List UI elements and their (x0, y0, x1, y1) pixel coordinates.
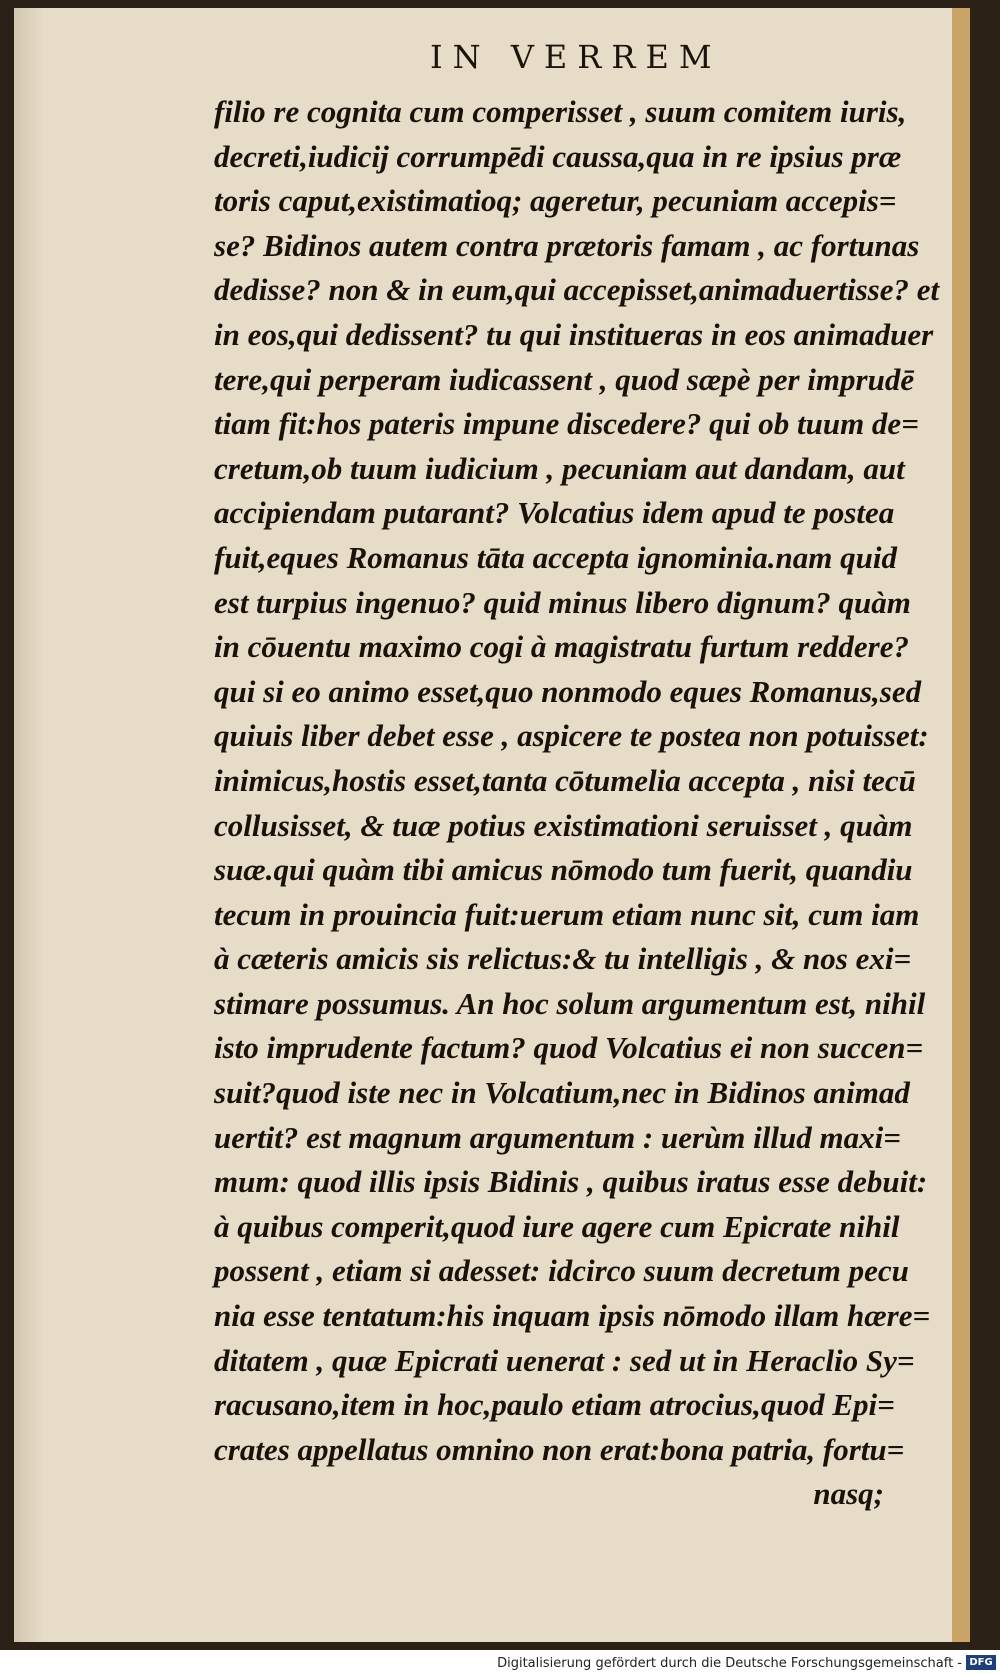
text-line: mum: quod illis ipsis Bidinis , quibus iratus esse debuit: (214, 1164, 928, 1200)
text-line: in cōuentu maximo cogi à magistratu furtum reddere? (214, 629, 909, 665)
running-head: IN VERREM (430, 38, 722, 76)
text-line: toris caput,existimatioq; ageretur, pecuniam accepis= (214, 183, 897, 219)
text-line: suit?quod iste nec in Volcatium,nec in Bidinos animad (214, 1075, 910, 1111)
text-line: suæ.qui quàm tibi amicus nōmodo tum fuerit, quandiu (214, 852, 913, 888)
text-line: inimicus,hostis esset,tanta cōtumelia accepta , nisi tecū (214, 762, 916, 798)
body-text (214, 90, 944, 1517)
text-line: uertit? est magnum argumentum : uerùm illud maxi= (214, 1119, 901, 1155)
text-line: tiam fit:hos pateris impune discedere? qui ob tuum de= (214, 406, 919, 442)
text-line: tecum in prouincia fuit:uerum etiam nunc sit, cum iam (214, 896, 920, 932)
text-line: stimare possumus. An hoc solum argumentum est, nihil (214, 985, 926, 1021)
text-line: est turpius ingenuo? quid minus libero dignum? quàm (214, 584, 911, 620)
text-line: collusisset, & tuæ potius existimationi seruisset , quàm (214, 807, 913, 843)
text-line: fuit,eques Romanus tāta accepta ignominia.nam quid (214, 539, 897, 575)
gutter-shadow (14, 8, 44, 1642)
text-line: crates appellatus omnino non erat:bona patria, fortu= (214, 1431, 905, 1467)
text-line: racusano,item in hoc,paulo etiam atrocius,quod Epi= (214, 1387, 895, 1423)
footer-credit: Digitalisierung gefördert durch die Deutsche Forschungsgemeinschaft - (497, 1656, 962, 1671)
text-line: quiuis liber debet esse , aspicere te postea non potuisset: (214, 718, 929, 754)
footer-bar (0, 1650, 1000, 1676)
text-line: à quibus comperit,quod iure agere cum Epicrate nihil (214, 1208, 900, 1244)
text-line: se? Bidinos autem contra prætoris famam , ac fortunas (214, 227, 920, 263)
text-line: filio re cognita cum comperisset , suum comitem iuris, (214, 94, 907, 129)
text-line: qui si eo animo esset,quo nonmodo eques Romanus,sed (214, 673, 922, 709)
text-line: possent , etiam si adesset: idcirco suum decretum pecu (214, 1253, 909, 1289)
text-line: isto imprudente factum? quod Volcatius ei non succen= (214, 1030, 924, 1066)
text-line: cretum,ob tuum iudicium , pecuniam aut dandam, aut (214, 450, 905, 486)
text-line: in eos,qui dedissent? tu qui institueras in eos animaduer (214, 316, 934, 352)
text-line: decreti,iudicij corrumpēdi caussa,qua in re ipsius præ (214, 138, 902, 174)
text-line: ditatem , quæ Epicrati uenerat : sed ut in Heraclio Sy= (214, 1342, 915, 1378)
text-line: nia esse tentatum:his inquam ipsis nōmodo illam hære= (214, 1298, 931, 1334)
text-line: dedisse? non & in eum,qui accepisset,animaduertisse? et (214, 272, 940, 308)
text-line: accipiendam putarant? Volcatius idem apud te postea (214, 495, 895, 531)
catchword: nasq; (813, 1476, 884, 1512)
dfg-logo-icon: DFG (966, 1655, 996, 1670)
text-line: tere,qui perperam iudicassent , quod sæpè per imprudē (214, 361, 915, 397)
text-line: à cæteris amicis sis relictus:& tu intelligis , & nos exi= (214, 941, 912, 977)
